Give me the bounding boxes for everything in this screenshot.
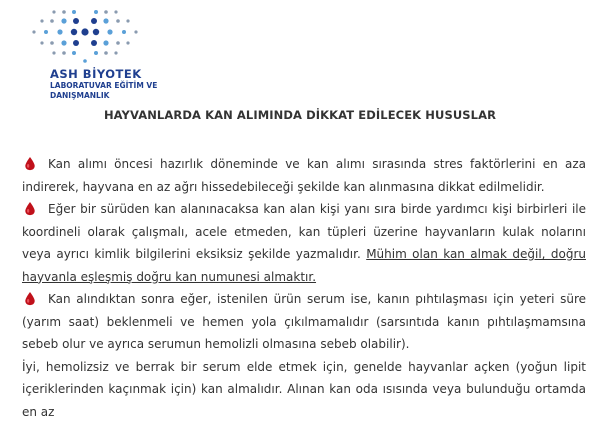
logo-dot (126, 19, 129, 22)
logo-dot (72, 10, 76, 14)
logo-dot (94, 10, 98, 14)
logo-dot (40, 41, 43, 44)
logo-dot (114, 10, 117, 13)
paragraph-1-text: Kan alımı öncesi hazırlık döneminde ve kan alımı sırasında stres faktörlerini en aza indirerek, hayvana en az ağrı hissedebileceği şekilde kan alınmasına dikkat edilmelidir. (22, 157, 586, 194)
logo-subtitle (50, 81, 175, 100)
logo-dot (91, 18, 97, 24)
logo-dot (44, 30, 48, 34)
logo-dot (91, 40, 97, 46)
logo-dot (72, 51, 76, 55)
logo-dot (62, 51, 66, 55)
paragraph-4-text: İyi, hemolizsiz ve berrak bir serum elde etmek için, genelde hayvanlar açken (yoğun lipit içeriklerinden kaçınmak için) kan almalıdır. Alınan kan oda ısısında veya bulunduğu ortamda en az (22, 360, 586, 419)
logo-dot (107, 29, 112, 34)
logo-dot (83, 59, 87, 63)
logo-dot (71, 29, 77, 35)
logo-dot (32, 30, 35, 33)
document-title: HAYVANLARDA KAN ALIMINDA DİKKAT EDİLECEK HUSUSLAR (0, 108, 600, 122)
logo-dot (103, 18, 108, 23)
logo-dot (52, 10, 55, 13)
logo-subtitle-line1: LABORATUVAR EĞİTİM VE (50, 81, 175, 91)
logo-dot (52, 51, 55, 54)
paragraph-2-text: Eğer bir sürüden kan alanınacaksa kan alan kişi yanı sıra birde yardımcı kişi birbirleri ile koordineli olarak çalışmalı, acele etmeden, kan tüpleri üzerine hayvanların kulak nolarını veya ayrıcı kimlik bilgilerini eksiksiz şekilde yazmalıdır. (22, 202, 586, 261)
logo-dot (73, 40, 79, 46)
logo-dot (94, 51, 98, 55)
logo-dot (104, 10, 108, 14)
logo-dot (50, 41, 54, 45)
paragraph-3-text: Kan alındıktan sonra eğer, istenilen ürün serum ise, kanın pıhtılaşması için yeteri süre (yarım saat) beklenmeli ve hemen yola çıkılmamalıdır (sarsıntıda kanın pıhtılaşmamsına sebeb olur ve ayrıca serumun hemolizli olmasına sebeb olabilir). (22, 292, 586, 351)
logo-dot (40, 19, 43, 22)
logo-dot (116, 41, 120, 45)
paragraph-1 (22, 153, 586, 198)
logo-dot (93, 29, 99, 35)
logo-dot (134, 30, 137, 33)
paragraph-4 (22, 356, 586, 423)
logo-dot (61, 40, 66, 45)
logo-dot (57, 29, 62, 34)
logo-dot (122, 30, 126, 34)
logo-dot (103, 40, 108, 45)
logo-dot (73, 18, 79, 24)
paragraph-2-emphasis: Mühim olan kan almak değil, doğru hayvanla eşleşmiş doğru kan numunesi almaktır. (22, 247, 586, 284)
blood-drop-icon (22, 156, 38, 171)
company-logo (20, 6, 170, 101)
logo-dot (81, 28, 88, 35)
logo-brand-name: ASH BİYOTEK (50, 67, 142, 81)
blood-drop-icon (22, 201, 38, 216)
blood-drop-icon (22, 291, 38, 306)
logo-dot (104, 51, 108, 55)
logo-subtitle-line2: DANIŞMANLIK (50, 91, 175, 101)
logo-dot (116, 19, 120, 23)
logo-dot (61, 18, 66, 23)
logo-dot (114, 51, 117, 54)
logo-dot-pattern-icon (20, 6, 170, 66)
paragraph-3 (22, 288, 586, 356)
logo-dot (126, 41, 129, 44)
document-body (22, 153, 586, 423)
paragraph-2 (22, 198, 586, 288)
logo-dot (62, 10, 66, 14)
logo-dot (50, 19, 54, 23)
